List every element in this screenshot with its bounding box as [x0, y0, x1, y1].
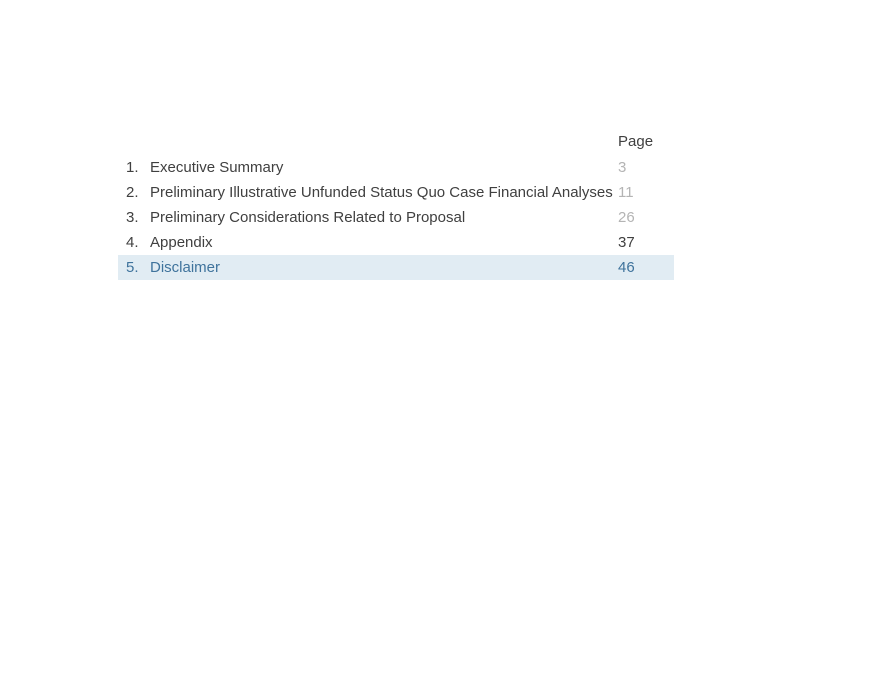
- toc-item-number: 4.: [126, 234, 139, 251]
- toc-item-title[interactable]: Executive Summary: [150, 159, 284, 176]
- page-column-heading: Page: [618, 133, 654, 150]
- toc-item-number: 1.: [126, 159, 139, 176]
- table-of-contents: [118, 129, 674, 280]
- toc-item-number: 3.: [126, 209, 139, 226]
- toc-item-title[interactable]: Preliminary Considerations Related to Proposal: [150, 209, 466, 226]
- toc-item-page: 3: [618, 159, 627, 176]
- toc-item-page: 37: [618, 234, 635, 251]
- toc-item-disclaimer[interactable]: [118, 255, 674, 280]
- toc-item-title[interactable]: Appendix: [150, 234, 213, 251]
- toc-item-number: 5.: [126, 259, 139, 276]
- toc-item-considerations[interactable]: [118, 205, 674, 230]
- toc-item-title[interactable]: Disclaimer: [150, 259, 221, 276]
- toc-item-number: 2.: [126, 184, 139, 201]
- toc-item-page: 11: [618, 184, 634, 201]
- toc-item-appendix[interactable]: [118, 230, 674, 255]
- toc-item-page: 46: [618, 259, 635, 276]
- toc-item-executive-summary[interactable]: [118, 155, 674, 180]
- toc-item-financial-analyses[interactable]: [118, 180, 674, 205]
- toc-item-page: 26: [618, 209, 635, 226]
- toc-item-title[interactable]: Preliminary Illustrative Unfunded Status Quo Case Financial Analyses: [150, 184, 613, 201]
- toc-header: [118, 129, 674, 155]
